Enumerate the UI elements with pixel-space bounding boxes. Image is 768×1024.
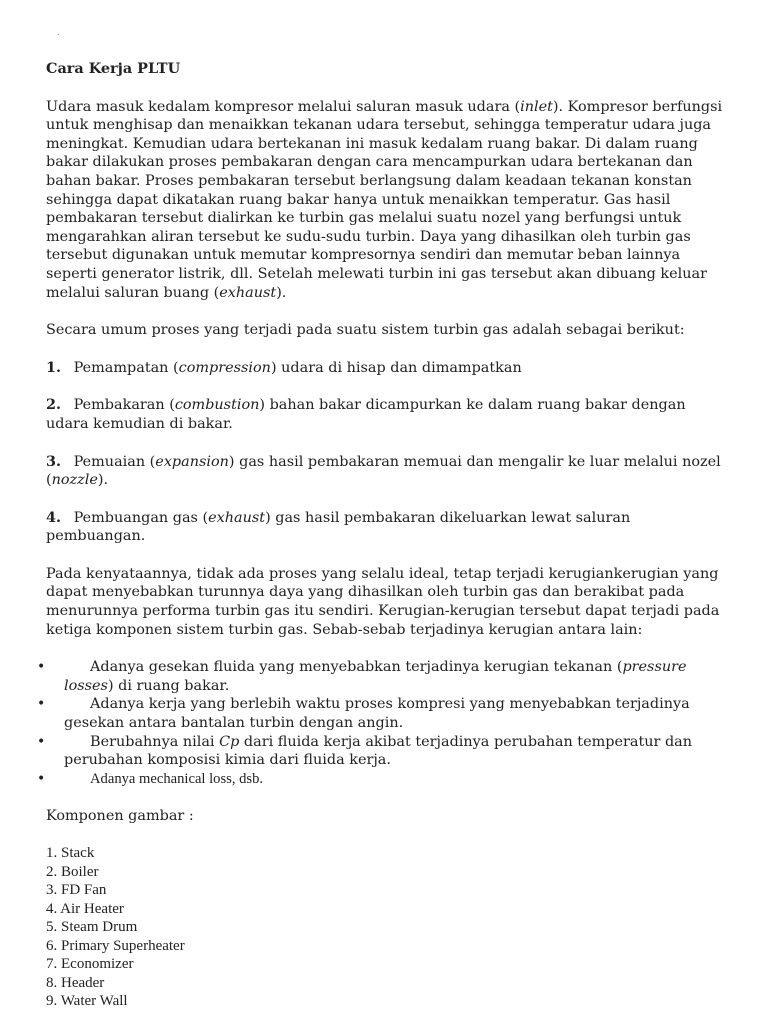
step-item xyxy=(46,453,726,490)
text-run: ). xyxy=(97,472,109,489)
list-item xyxy=(37,733,726,770)
bullet-icon: • xyxy=(37,696,46,713)
list-item: 1. Stack xyxy=(46,845,95,861)
step-item xyxy=(46,509,726,546)
step-number: 3. xyxy=(46,452,62,470)
text-run: Adanya gesekan fluida yang menyebabkan terjadinya kerugian tekanan ( xyxy=(90,659,623,676)
loss-causes-list xyxy=(37,658,726,788)
term-nozzle: nozzle xyxy=(51,472,98,489)
list-item: 5. Steam Drum xyxy=(46,919,138,935)
step-number: 1. xyxy=(46,358,62,376)
list-item xyxy=(37,770,726,789)
komponen-list xyxy=(46,844,726,1011)
step-number: 4. xyxy=(46,508,62,526)
text-run: Pemuaian ( xyxy=(73,453,156,470)
term-exhaust: exhaust xyxy=(219,284,277,301)
text-run: ) gas hasil pembakaran dikeluarkan lewat saluran pembuangan. xyxy=(46,509,631,545)
term-inlet: inlet xyxy=(520,98,553,115)
text-run: Pemampatan ( xyxy=(73,359,179,376)
step-item xyxy=(46,359,726,378)
paragraph-general: Secara umum proses yang terjadi pada suatu sistem turbin gas adalah sebagai berikut: xyxy=(46,322,685,339)
text-run: ) bahan bakar dicampurkan ke dalam ruang bakar dengan udara kemudian di bakar. xyxy=(46,397,686,432)
text-run: ) udara di hisap dan dimampatkan xyxy=(270,359,522,376)
list-item: 2. Boiler xyxy=(46,863,99,880)
text-run: Pembuangan gas ( xyxy=(73,509,209,526)
bullet-icon: • xyxy=(37,733,46,750)
text-run: ). xyxy=(276,284,287,301)
bullet-icon: • xyxy=(37,770,46,787)
text-run: ) di ruang bakar. xyxy=(107,677,230,694)
term-exhaust: exhaust xyxy=(208,509,266,526)
bullet-icon: • xyxy=(37,659,46,676)
list-item xyxy=(37,695,726,732)
paragraph-losses: Pada kenyataannya, tidak ada proses yang selalu ideal, tetap terjadi kerugiankerugian yang dapat menyebabkan turunnya daya yang dihasilkan oleh turbin gas dan berakibat pada menurunnya performa turbin gas itu sendiri. Kerugian-kerugian tersebut dapat terjadi pada ketiga komponen sistem turbin gas. Sebab-sebab terjadinya kerugian antara lain: xyxy=(46,565,720,638)
step-item xyxy=(46,396,726,433)
term-compression: compression xyxy=(178,359,271,376)
document-body xyxy=(37,60,726,1011)
term-expansion: expansion xyxy=(155,453,229,470)
list-item: 4. Air Heater xyxy=(46,900,124,917)
komponen-heading: Komponen gambar : xyxy=(46,808,194,825)
term-pressure-losses: pressure losses xyxy=(64,659,687,694)
list-item: 6. Primary Superheater xyxy=(46,937,185,954)
list-item xyxy=(37,658,726,695)
text-run: Adanya kerja yang berlebih waktu proses kompresi yang menyebabkan terjadinya gesekan antara bantalan turbin dengan angin. xyxy=(64,696,690,732)
list-item: 8. Header xyxy=(46,974,105,991)
text-run: Pembakaran ( xyxy=(73,397,175,414)
text-run: ). Kompresor berfungsi untuk menghisap dan menaikkan tekanan udara tersebut, sehingga temperatur udara juga meningkat. Kemudian udara bertekanan ini masuk kedalam ruang bakar. Di dalam ruang bakar dilakukan proses pembakaran dengan cara mencampurkan udara bertekanan dan bahan bakar. Proses pembakaran tersebut berlangsung dalam keadaan tekanan konstan sehingga dapat dikatakan ruang bakar hanya untuk menaikkan temperatur. Gas hasil pembakaran tersebut dialirkan ke turbin gas melalui suatu nozel yang berfungsi untuk mengarahkan aliran tersebut ke sudu-sudu turbin. Daya yang dihasilkan oleh turbin gas tersebut digunakan untuk memutar kompresornya sendiri dan memutar beban lainnya seperti generator listrik, dll. Setelah melewati turbin ini gas tersebut akan dibuang keluar melalui saluran buang ( xyxy=(46,98,723,301)
text-run: dari fluida kerja akibat terjadinya perubahan temperatur dan perubahan komposisi kimia dari fluida kerja. xyxy=(64,733,693,769)
list-item: 3. FD Fan xyxy=(46,882,107,898)
step-number: 2. xyxy=(46,396,62,414)
term-cp: Cp xyxy=(219,733,240,750)
stray-mark: . xyxy=(57,28,60,37)
text-run: Adanya mechanical loss, dsb. xyxy=(90,770,264,787)
text-run: ) gas hasil pembakaran memuai dan mengalir ke luar melalui nozel ( xyxy=(46,453,721,489)
list-item: 7. Economizer xyxy=(46,956,134,972)
text-run: Udara masuk kedalam kompresor melalui saluran masuk udara ( xyxy=(46,98,521,115)
text-run: Berubahnya nilai xyxy=(90,733,220,750)
page-title: Cara Kerja PLTU xyxy=(46,60,181,77)
paragraph-intro xyxy=(46,98,726,303)
list-item: 9. Water Wall xyxy=(46,993,128,1009)
term-combustion: combustion xyxy=(174,397,260,414)
